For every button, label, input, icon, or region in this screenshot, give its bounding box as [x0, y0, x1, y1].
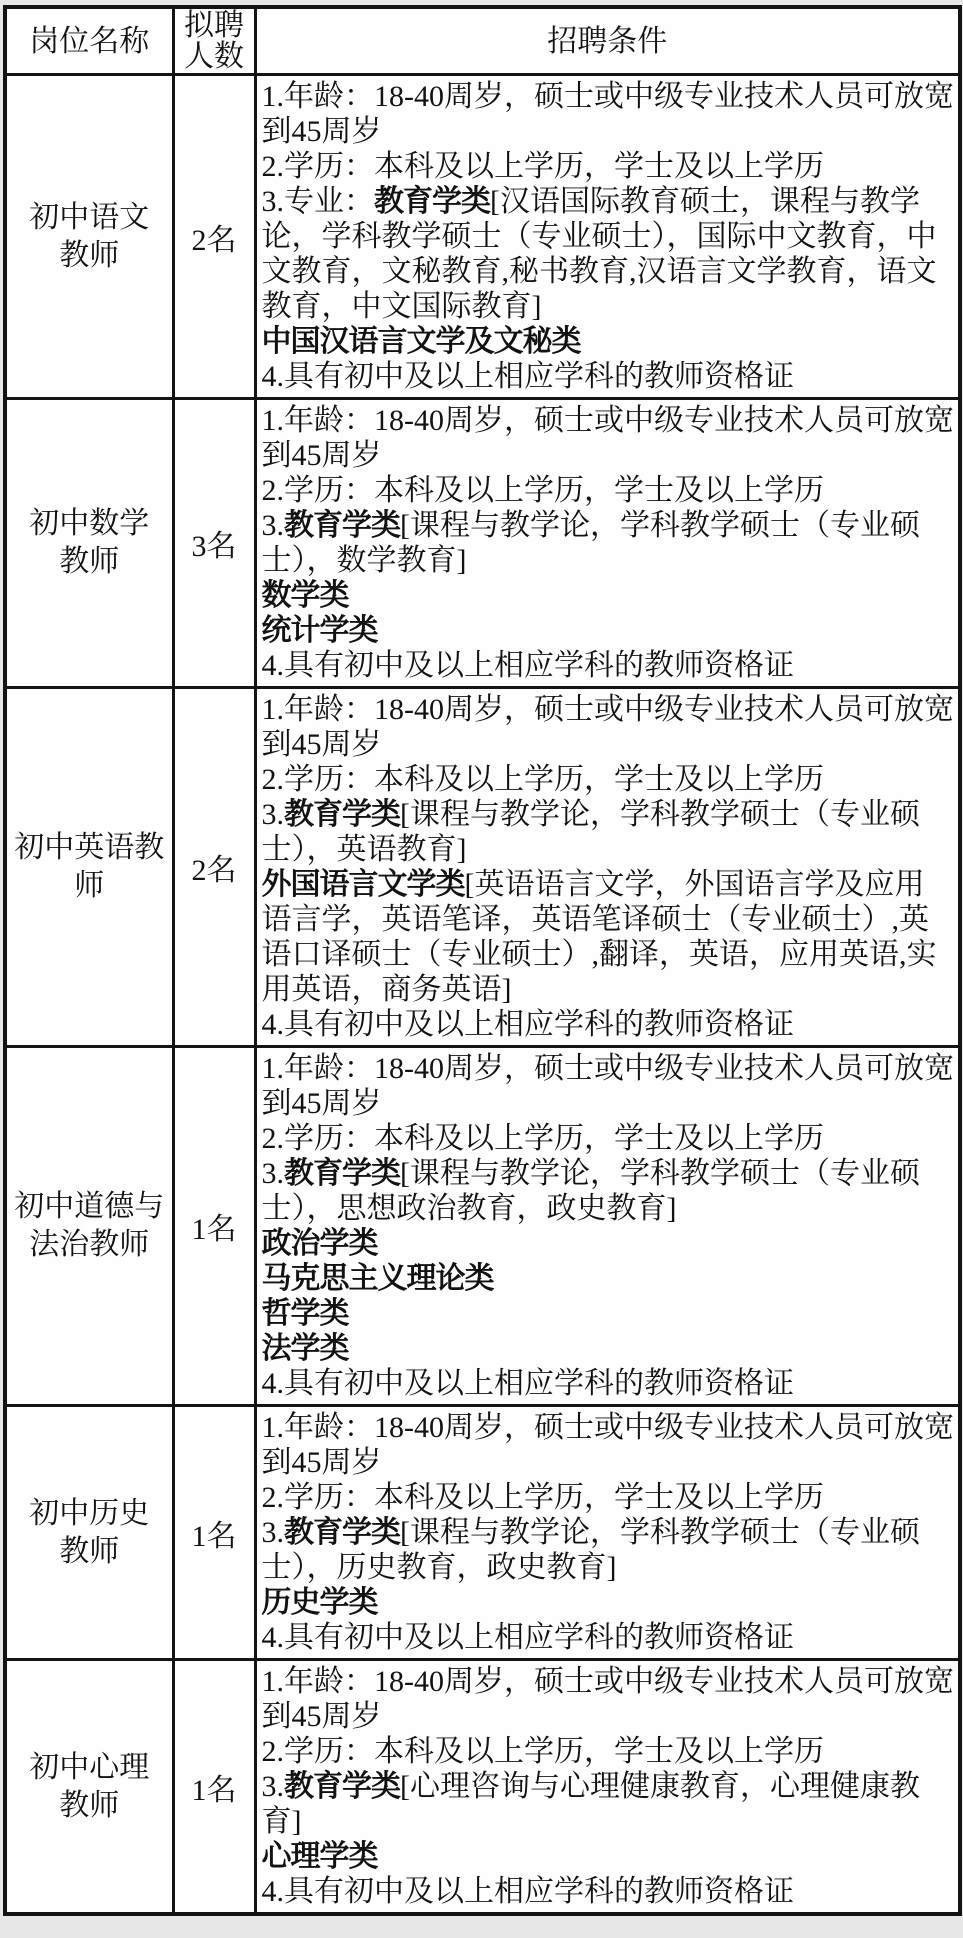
condition-text: [课程与教学论，学科教学硕士（专业硕士），数学教育] — [261, 509, 920, 577]
position-cell — [5, 399, 173, 688]
condition-text: 2.学历：本科及以上学历，学士及以上学历 — [261, 150, 824, 183]
conditions-cell — [255, 688, 960, 1047]
condition-text: [英语语言文学，外国语言学及应用语言学，英语笔译，英语笔译硕士（专业硕士）,英语口译硕士（专业硕士）,翻译，英语，应用英语,实用英语，商务英语] — [261, 868, 937, 1006]
condition-text: 3. — [261, 509, 284, 542]
condition-bold-text: 教育学类 — [374, 185, 490, 218]
condition-item — [262, 1331, 955, 1366]
condition-item — [262, 79, 955, 149]
condition-item — [262, 1007, 955, 1042]
condition-text: 3. — [261, 798, 284, 831]
table-row — [5, 1406, 960, 1660]
count-cell: 1名 — [173, 1660, 255, 1915]
position-line: 初中英语教 — [14, 831, 165, 864]
condition-text: [心理咨询与心理健康教育，心理健康教育] — [261, 1770, 920, 1838]
condition-item — [262, 508, 955, 578]
condition-item — [262, 1585, 955, 1620]
condition-item — [262, 1620, 955, 1655]
condition-text: [课程与教学论，学科教学硕士（专业硕士），英语教育] — [261, 798, 920, 866]
condition-item — [262, 613, 955, 648]
position-line: 初中道德与 — [14, 1190, 165, 1223]
condition-text: 4.具有初中及以上相应学科的教师资格证 — [261, 1875, 794, 1908]
condition-bold-text: 教育学类 — [284, 798, 400, 831]
position-line: 师 — [74, 869, 105, 902]
condition-item — [262, 1874, 955, 1909]
condition-item — [262, 149, 955, 184]
header-row — [5, 7, 960, 75]
condition-bold-text: 法学类 — [261, 1332, 349, 1365]
condition-bold-text: 心理学类 — [261, 1840, 378, 1873]
count-cell: 3名 — [173, 399, 255, 688]
position-line: 教师 — [59, 1788, 120, 1822]
condition-bold-text: 教育学类 — [284, 509, 400, 542]
count-cell: 2名 — [173, 75, 255, 399]
condition-item — [262, 1051, 955, 1121]
header-position: 岗位名称 — [5, 7, 173, 75]
condition-item — [262, 1156, 955, 1226]
table-row — [5, 1660, 960, 1915]
table-body — [5, 75, 960, 1915]
condition-bold-text: 教育学类 — [284, 1157, 400, 1190]
condition-item — [262, 867, 955, 1007]
condition-item — [262, 1261, 955, 1296]
condition-text: 1.年龄：18-40周岁，硕士或中级专业技术人员可放宽到45周岁 — [261, 1052, 954, 1120]
position-line: 教师 — [59, 238, 120, 272]
condition-bold-text: 外国语言文学类 — [261, 868, 465, 901]
condition-text: 1.年龄：18-40周岁，硕士或中级专业技术人员可放宽到45周岁 — [261, 80, 954, 148]
table-row — [5, 688, 960, 1047]
condition-item — [262, 1410, 955, 1480]
condition-item — [262, 1734, 955, 1769]
position-cell — [5, 1660, 173, 1915]
conditions-cell — [255, 1047, 960, 1406]
condition-text: 4.具有初中及以上相应学科的教师资格证 — [261, 360, 794, 393]
condition-text: 3.专业： — [261, 185, 374, 218]
condition-text: [课程与教学论，学科教学硕士（专业硕士），历史教育，政史教育] — [261, 1516, 920, 1584]
position-line: 初中历史 — [29, 1496, 150, 1530]
condition-item — [262, 1769, 955, 1839]
condition-text: 3. — [261, 1516, 284, 1549]
condition-bold-text: 中国汉语言文学及文秘类 — [261, 325, 581, 358]
position-line: 法治教师 — [29, 1228, 150, 1261]
condition-text: 2.学历：本科及以上学历，学士及以上学历 — [261, 763, 824, 796]
condition-item — [262, 1515, 955, 1585]
position-line: 初中数学 — [29, 507, 150, 540]
conditions-cell — [255, 399, 960, 688]
header-count: 拟聘人数 — [173, 7, 255, 75]
position-cell — [5, 1406, 173, 1660]
condition-text: 2.学历：本科及以上学历，学士及以上学历 — [261, 1122, 824, 1155]
conditions-cell — [255, 75, 960, 399]
condition-text: 3. — [261, 1770, 284, 1803]
condition-text: 4.具有初中及以上相应学科的教师资格证 — [261, 1008, 794, 1041]
position-line: 初中心理 — [29, 1750, 150, 1784]
condition-text: 1.年龄：18-40周岁，硕士或中级专业技术人员可放宽到45周岁 — [261, 404, 954, 472]
position-cell — [5, 1047, 173, 1406]
condition-text: 1.年龄：18-40周岁，硕士或中级专业技术人员可放宽到45周岁 — [261, 1665, 954, 1733]
condition-text: 4.具有初中及以上相应学科的教师资格证 — [261, 649, 794, 682]
header-conditions: 招聘条件 — [255, 7, 960, 75]
condition-item — [262, 1226, 955, 1261]
position-cell — [5, 75, 173, 399]
condition-bold-text: 统计学类 — [261, 614, 378, 647]
condition-bold-text: 数学类 — [261, 579, 349, 612]
condition-text: [课程与教学论，学科教学硕士（专业硕士），思想政治教育，政史教育] — [261, 1157, 920, 1225]
condition-item — [262, 324, 955, 359]
condition-text: 2.学历：本科及以上学历，学士及以上学历 — [261, 474, 824, 507]
condition-bold-text: 教育学类 — [284, 1770, 400, 1803]
recruitment-table — [3, 5, 962, 1916]
condition-item — [262, 1366, 955, 1401]
position-line: 教师 — [59, 545, 120, 578]
condition-item — [262, 359, 955, 394]
condition-item — [262, 797, 955, 867]
condition-item — [262, 648, 955, 683]
condition-text: [汉语国际教育硕士，课程与教学论，学科教学硕士（专业硕士），国际中文教育，中文教育，文秘教育,秘书教育,汉语言文学教育，语文教育，中文国际教育] — [261, 185, 937, 323]
condition-text: 4.具有初中及以上相应学科的教师资格证 — [261, 1621, 794, 1654]
conditions-cell — [255, 1406, 960, 1660]
condition-bold-text: 教育学类 — [284, 1516, 400, 1549]
condition-item — [262, 473, 955, 508]
condition-item — [262, 1296, 955, 1331]
condition-text: 2.学历：本科及以上学历，学士及以上学历 — [261, 1735, 824, 1768]
position-line: 初中语文 — [29, 200, 150, 234]
table-row — [5, 1047, 960, 1406]
condition-text: 3. — [261, 1157, 284, 1190]
condition-item — [262, 184, 955, 324]
condition-item — [262, 1839, 955, 1874]
position-cell — [5, 688, 173, 1047]
condition-item — [262, 762, 955, 797]
conditions-cell — [255, 1660, 960, 1915]
table-row — [5, 399, 960, 688]
count-cell: 1名 — [173, 1406, 255, 1660]
condition-item — [262, 692, 955, 762]
condition-bold-text: 政治学类 — [261, 1227, 378, 1260]
condition-bold-text: 哲学类 — [261, 1297, 349, 1330]
condition-bold-text: 历史学类 — [261, 1586, 378, 1619]
table-row — [5, 75, 960, 399]
condition-item — [262, 1480, 955, 1515]
position-line: 教师 — [59, 1534, 120, 1568]
condition-text: 1.年龄：18-40周岁，硕士或中级专业技术人员可放宽到45周岁 — [261, 1411, 954, 1479]
condition-item — [262, 1664, 955, 1734]
condition-text: 2.学历：本科及以上学历，学士及以上学历 — [261, 1481, 824, 1514]
condition-item — [262, 403, 955, 473]
condition-item — [262, 1121, 955, 1156]
condition-item — [262, 578, 955, 613]
condition-bold-text: 马克思主义理论类 — [261, 1262, 494, 1295]
count-cell: 2名 — [173, 688, 255, 1047]
condition-text: 4.具有初中及以上相应学科的教师资格证 — [261, 1367, 794, 1400]
condition-text: 1.年龄：18-40周岁，硕士或中级专业技术人员可放宽到45周岁 — [261, 693, 954, 761]
table-header — [5, 7, 960, 75]
count-cell: 1名 — [173, 1047, 255, 1406]
